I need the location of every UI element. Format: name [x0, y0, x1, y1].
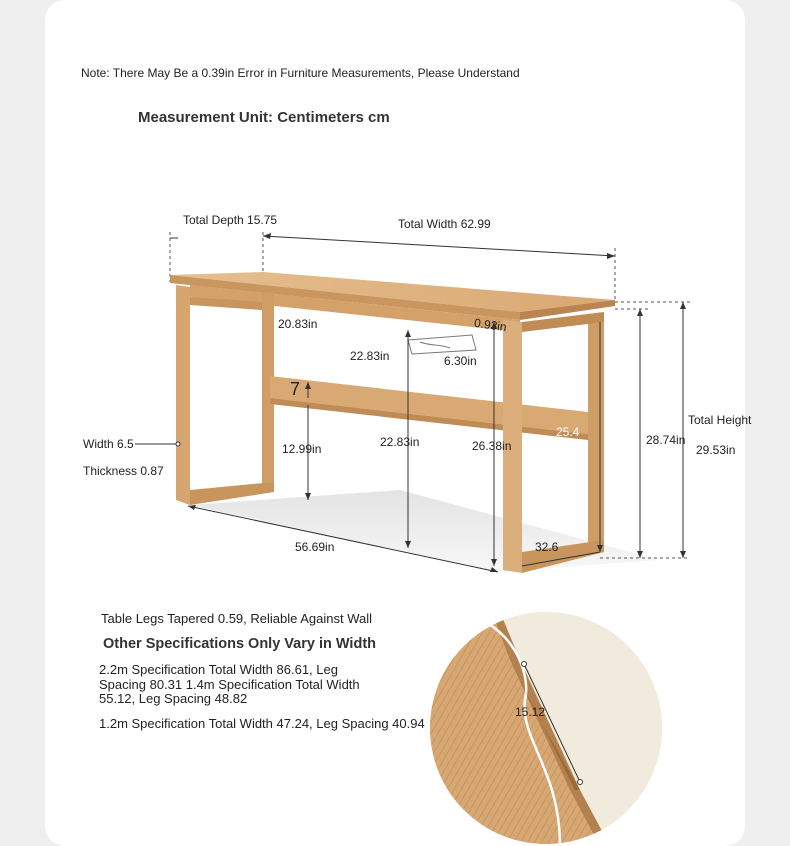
- total-height-title: Total Height: [688, 413, 752, 427]
- spec-line-1: 2.2m Specification Total Width 86.61, Leg Spacing 80.31 1.4m Specification Total Width 55.12, Leg Spacing 48.82: [99, 662, 360, 706]
- leg-taper-detail-label: 15.12: [515, 705, 546, 719]
- total-width-label: Total Width 62.99: [398, 217, 491, 231]
- measurement-unit-title: Measurement Unit: Centimeters cm: [138, 109, 390, 126]
- drawer-depth-label: 22.83in: [350, 349, 390, 363]
- measurement-note: Note: There May Be a 0.39in Error in Furniture Measurements, Please Understand: [81, 66, 520, 80]
- width-arrow: [263, 236, 615, 256]
- total-height-value: 29.53in: [696, 443, 736, 457]
- inner-height-mid-label: 22.83in: [380, 435, 420, 449]
- drawer-thickness-label: 0.93in: [473, 315, 508, 335]
- left-leg-frame: [176, 285, 274, 505]
- total-depth-label: Total Depth 15.75: [183, 213, 278, 227]
- side-rail-label: 25.4: [556, 425, 580, 439]
- under-depth-label: 20.83in: [278, 317, 318, 331]
- taper-note: Table Legs Tapered 0.59, Reliable Against Wall: [101, 611, 373, 626]
- stretcher-height-label: 12.99in: [282, 442, 322, 456]
- spec-line-2: 1.2m Specification Total Width 47.24, Leg Spacing 40.94: [99, 716, 425, 731]
- drawer-height-label: 6.30in: [444, 354, 477, 368]
- inner-height-label: 26.38in: [472, 439, 512, 453]
- stretcher-gap-label: 7: [290, 379, 301, 399]
- desk-height-label: 28.74in: [646, 433, 686, 447]
- drawer-sketch: [408, 335, 476, 354]
- leg-detail-closeup: [430, 612, 670, 846]
- leg-span-label: 56.69in: [295, 540, 335, 554]
- width-label: Width 6.5: [83, 437, 134, 451]
- side-depth-label: 32.6: [535, 540, 559, 554]
- other-specs-heading: Other Specifications Only Vary in Width: [103, 636, 377, 652]
- thickness-label: Thickness 0.87: [83, 464, 164, 478]
